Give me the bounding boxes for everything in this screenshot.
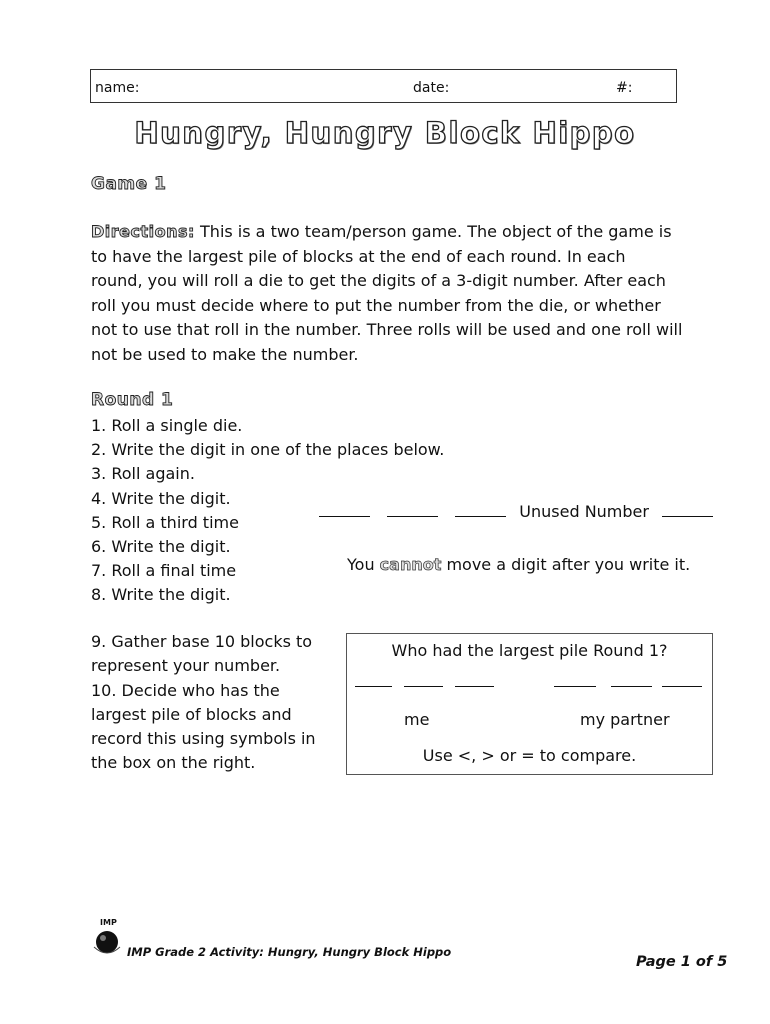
step-item: 8. Write the digit. (91, 585, 231, 605)
imp-logo (90, 917, 126, 957)
cannot-move-note (347, 555, 690, 574)
compare-question: Who had the largest pile Round 1? (391, 641, 668, 660)
step-item: 4. Write the digit. (91, 488, 231, 508)
step-line: the box on the right. (91, 753, 256, 773)
directions-line: This is a two team/person game. The object of the game is (194, 222, 672, 241)
partner-digit-blank[interactable] (611, 685, 652, 687)
step-line: 9. Gather base 10 blocks to (91, 632, 313, 651)
partner-digit-blank[interactable] (554, 685, 596, 687)
digit-blanks-row (319, 502, 713, 521)
step-item: 6. Write the digit. (91, 537, 231, 557)
number-label: #: (616, 80, 633, 96)
step-item: 3. Roll again. (91, 464, 195, 484)
game-label: Game 1 (91, 174, 167, 194)
directions-line: not to use that roll in the number. Three rolls will be used and one roll will (91, 320, 683, 339)
compare-box (346, 633, 713, 775)
hundreds-blank[interactable] (319, 502, 370, 517)
directions-line: round, you will roll a die to get the digits of a 3-digit number. After each (91, 271, 666, 290)
header-box (90, 69, 677, 103)
me-digit-blank[interactable] (355, 685, 392, 687)
cannot-text-after: move a digit after you write it. (441, 555, 691, 574)
imp-logo-text: IMP (100, 918, 117, 927)
cannot-text-before: You (347, 555, 380, 574)
me-digit-blank[interactable] (455, 685, 494, 687)
step-item: 5. Roll a third time (91, 512, 239, 532)
step-line: 10. Decide who has the (91, 680, 280, 700)
step-line: record this using symbols in (91, 729, 316, 749)
directions-label: Directions: (91, 222, 195, 241)
footer-activity: IMP Grade 2 Activity: Hungry, Hungry Block Hippo (127, 945, 452, 959)
partner-label: my partner (580, 710, 670, 729)
unused-number-blank[interactable] (662, 502, 713, 517)
directions-line: roll you must decide where to put the number from the die, or whether (91, 295, 661, 315)
steps-list-2 (91, 630, 331, 776)
page-title: Hungry, Hungry Block Hippo (134, 116, 636, 150)
step-line: largest pile of blocks and (91, 704, 292, 724)
step-item: 7. Roll a final time (91, 561, 237, 581)
step-line: represent your number. (91, 656, 281, 676)
me-digit-blank[interactable] (404, 685, 443, 687)
unused-number-label: Unused Number (519, 502, 649, 521)
directions-paragraph (91, 220, 691, 367)
directions-line: to have the largest pile of blocks at the end of each round. In each (91, 246, 626, 266)
me-label: me (404, 710, 430, 729)
cannot-emphasis: cannot (379, 555, 442, 574)
round-label: Round 1 (91, 390, 174, 410)
compare-note: Use <, > or = to compare. (422, 746, 637, 765)
step-item: 2. Write the digit in one of the places below. (91, 440, 445, 460)
directions-line: not be used to make the number. (91, 344, 359, 364)
step-item: 1. Roll a single die. (91, 416, 243, 435)
partner-digit-blank[interactable] (662, 685, 702, 687)
date-label: date: (413, 80, 450, 96)
tens-blank[interactable] (387, 502, 438, 517)
ones-blank[interactable] (455, 502, 506, 517)
page-number: Page 1 of 5 (636, 954, 728, 970)
name-label: name: (95, 80, 140, 96)
